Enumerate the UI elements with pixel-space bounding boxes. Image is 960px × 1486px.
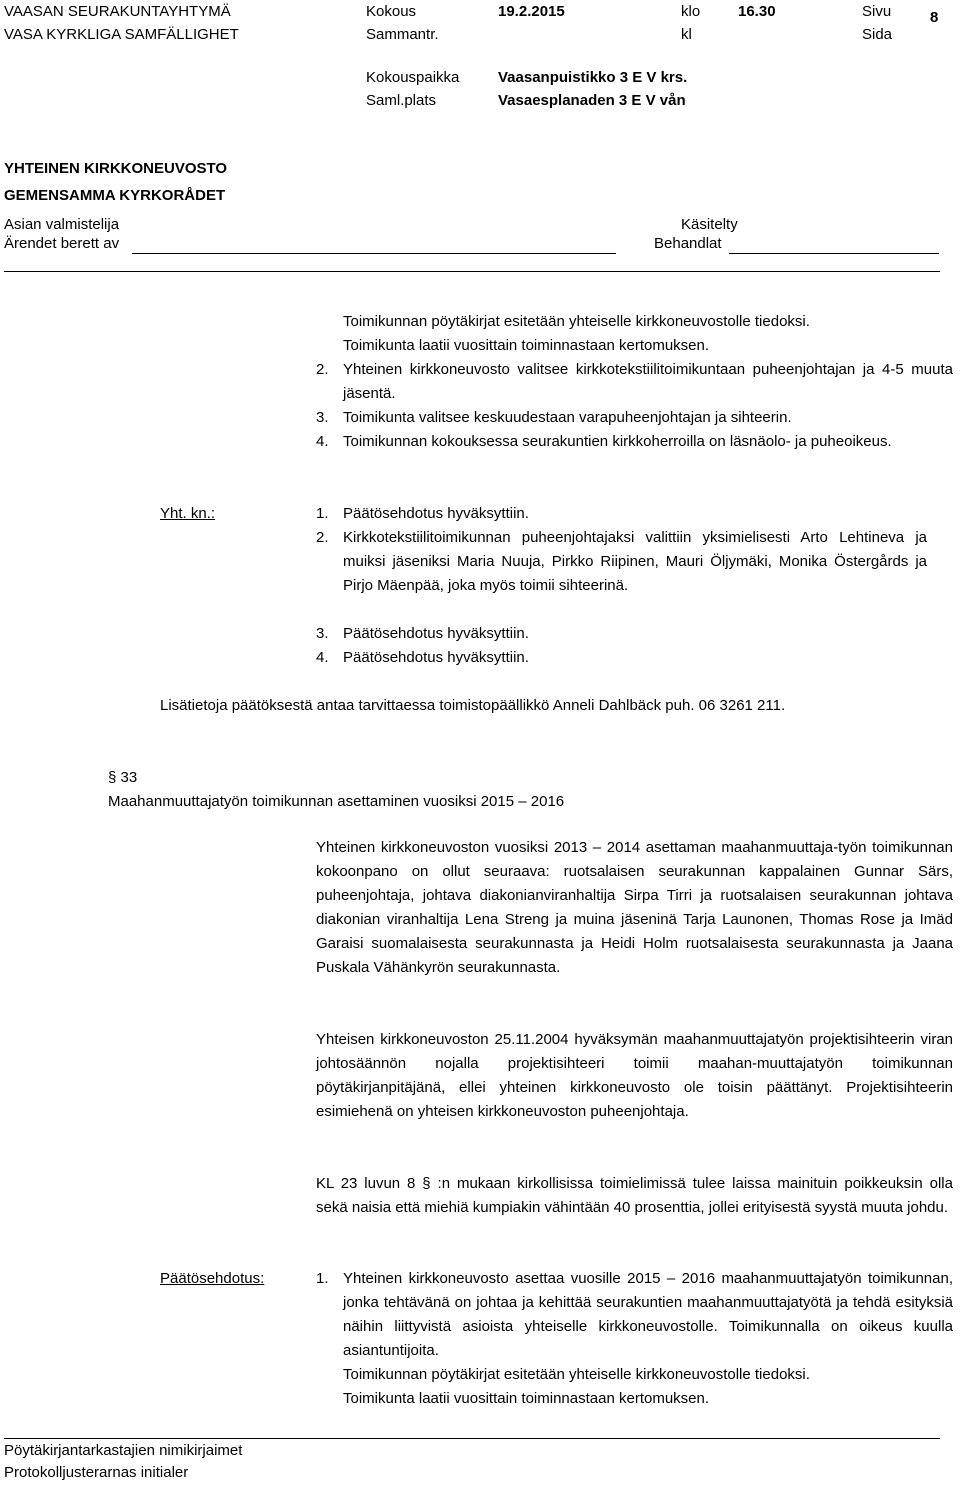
top-item-number: 3. <box>316 409 329 426</box>
handled-underline <box>729 253 939 254</box>
meeting-label-sv: Sammantr. <box>366 26 439 43</box>
proposal-label: Päätösehdotus: <box>160 1270 265 1287</box>
page-number: 8 <box>930 9 939 26</box>
council-name-fi: YHTEINEN KIRKKONEUVOSTO <box>4 160 228 177</box>
decision-item-number: 4. <box>316 649 329 666</box>
place-fi: Vaasanpuistikko 3 E V krs. <box>498 69 688 86</box>
intro-line-2: Toimikunta laatii vuosittain toiminnastaan kertomuksen. <box>343 337 710 354</box>
place-sv: Vasaesplanaden 3 E V vån <box>498 92 686 109</box>
meeting-label-fi: Kokous <box>366 3 417 20</box>
proposal-item-number: 1. <box>316 1270 329 1287</box>
footer-initials-fi: Pöytäkirjantarkastajien nimikirjaimet <box>4 1442 243 1459</box>
footer-initials-sv: Protokolljusterarnas initialer <box>4 1464 189 1481</box>
place-label-sv: Saml.plats <box>366 92 437 109</box>
time-label-sv: kl <box>681 26 692 43</box>
time-label-fi: klo <box>681 3 701 20</box>
decision-item-text: Kirkkotekstiilitoimikunnan puheenjohtajaksi valittiin yksimielisesti Arto Lehtineva ja muiksi jäseniksi Maria Nuuja, Pirkko Riipinen, Mauri Öljymäki, Monika Östergårds ja Pirjo Mäenpää, joka myös toimii sihteerinä. <box>343 529 927 594</box>
section-number: § 33 <box>108 769 138 786</box>
org-name-fi: VAASAN SEURAKUNTAYHTYMÄ <box>4 3 231 20</box>
council-name-sv: GEMENSAMMA KYRKORÅDET <box>4 187 226 204</box>
decision-item-text: Päätösehdotus hyväksyttiin. <box>343 649 529 666</box>
section-paragraph: Yhteinen kirkkoneuvoston vuosiksi 2013 – 2014 asettaman maahanmuuttaja-työn toimikunnan kokoonpano on ollut seuraava: ruotsalaisen seurakunnan kappalainen Gunnar Särs, puheenjohtaja, johtava diakonianviranhaltija Sirpa Tirri ja ruotsalaisen seurakunnan johtava diakonian viranhaltija Lena Streng ja muina jäseninä Tarja Launonen, Thomas Rose ja Imäd Garaisi suomalaisesta seurakunnasta ja Heidi Holm ruotsalaisesta seurakunnasta ja Jaana Puskala Vähänkyrön seurakunnasta. <box>316 839 953 976</box>
top-item-number: 4. <box>316 433 329 450</box>
prepared-label-fi: Asian valmistelija <box>4 216 120 233</box>
section-paragraph: Yhteisen kirkkoneuvoston 25.11.2004 hyväksymän maahanmuuttajatyön projektisihteerin viran johtosäännön nojalla projektisihteeri toimii maahan-muuttajatyön toimikunnan pöytäkirjanpitäjänä, ellei yhteinen kirkkoneuvosto ole toisin päättänyt. Projektisihteerin esimiehenä on yhteisen kirkkoneuvoston puheenjohtaja. <box>316 1031 953 1120</box>
top-item-text: Yhteinen kirkkoneuvosto valitsee kirkkotekstiilitoimikuntaan puheenjohtajan ja 4-5 muuta jäsentä. <box>343 361 953 402</box>
proposal-line: Toimikunnan pöytäkirjat esitetään yhteiselle kirkkoneuvostolle tiedoksi. <box>343 1366 810 1383</box>
handled-label-fi: Käsitelty <box>681 216 738 233</box>
prepared-label-sv: Ärendet berett av <box>4 235 120 252</box>
handled-label-sv: Behandlat <box>654 235 722 252</box>
proposal-item-text: Yhteinen kirkkoneuvosto asettaa vuosille 2015 – 2016 maahanmuuttajatyön toimikunnan, jonka tehtävänä on johtaa ja kehittää seurakuntien maahanmuuttajatyötä ja tehdä esityksiä näihin liittyvistä asioista yhteiselle kirkkoneuvostolle. Toimikunnalla on oikeus kuulla asiantuntijoita. <box>343 1270 953 1359</box>
decision-label: Yht. kn.: <box>160 505 216 522</box>
decision-item-number: 1. <box>316 505 329 522</box>
top-item-text: Toimikunnan kokouksessa seurakuntien kirkkoherroilla on läsnäolo- ja puheoikeus. <box>343 433 892 450</box>
footer-divider <box>4 1438 940 1439</box>
meeting-time: 16.30 <box>738 3 776 20</box>
prepared-underline <box>132 253 616 254</box>
org-name-sv: VASA KYRKLIGA SAMFÄLLIGHET <box>4 26 239 43</box>
top-item-number: 2. <box>316 361 329 378</box>
page-label-sv: Sida <box>862 26 893 43</box>
decision-item-text: Päätösehdotus hyväksyttiin. <box>343 625 529 642</box>
top-item-text: Toimikunta valitsee keskuudestaan varapuheenjohtajan ja sihteerin. <box>343 409 792 426</box>
decision-item-number: 2. <box>316 529 329 546</box>
place-label-fi: Kokouspaikka <box>366 69 460 86</box>
section-title: Maahanmuuttajatyön toimikunnan asettaminen vuosiksi 2015 – 2016 <box>108 793 565 810</box>
page-label-fi: Sivu <box>862 3 892 20</box>
decision-item-number: 3. <box>316 625 329 642</box>
additional-info: Lisätietoja päätöksestä antaa tarvittaessa toimistopäällikkö Anneli Dahlbäck puh. 06 3261 211. <box>160 697 786 714</box>
meeting-date: 19.2.2015 <box>498 3 565 20</box>
proposal-line: Toimikunta laatii vuosittain toiminnastaan kertomuksen. <box>343 1390 710 1407</box>
decision-item-text: Päätösehdotus hyväksyttiin. <box>343 505 529 522</box>
intro-line-1: Toimikunnan pöytäkirjat esitetään yhteiselle kirkkoneuvostolle tiedoksi. <box>343 313 810 330</box>
section-paragraph: KL 23 luvun 8 § :n mukaan kirkollisissa toimielimissä tulee laissa mainituin poikkeuksin olla sekä naisia että miehiä kumpiakin vähintään 40 prosenttia, jollei erityisestä syystä muuta johdu. <box>316 1175 953 1216</box>
header-divider <box>4 271 940 272</box>
